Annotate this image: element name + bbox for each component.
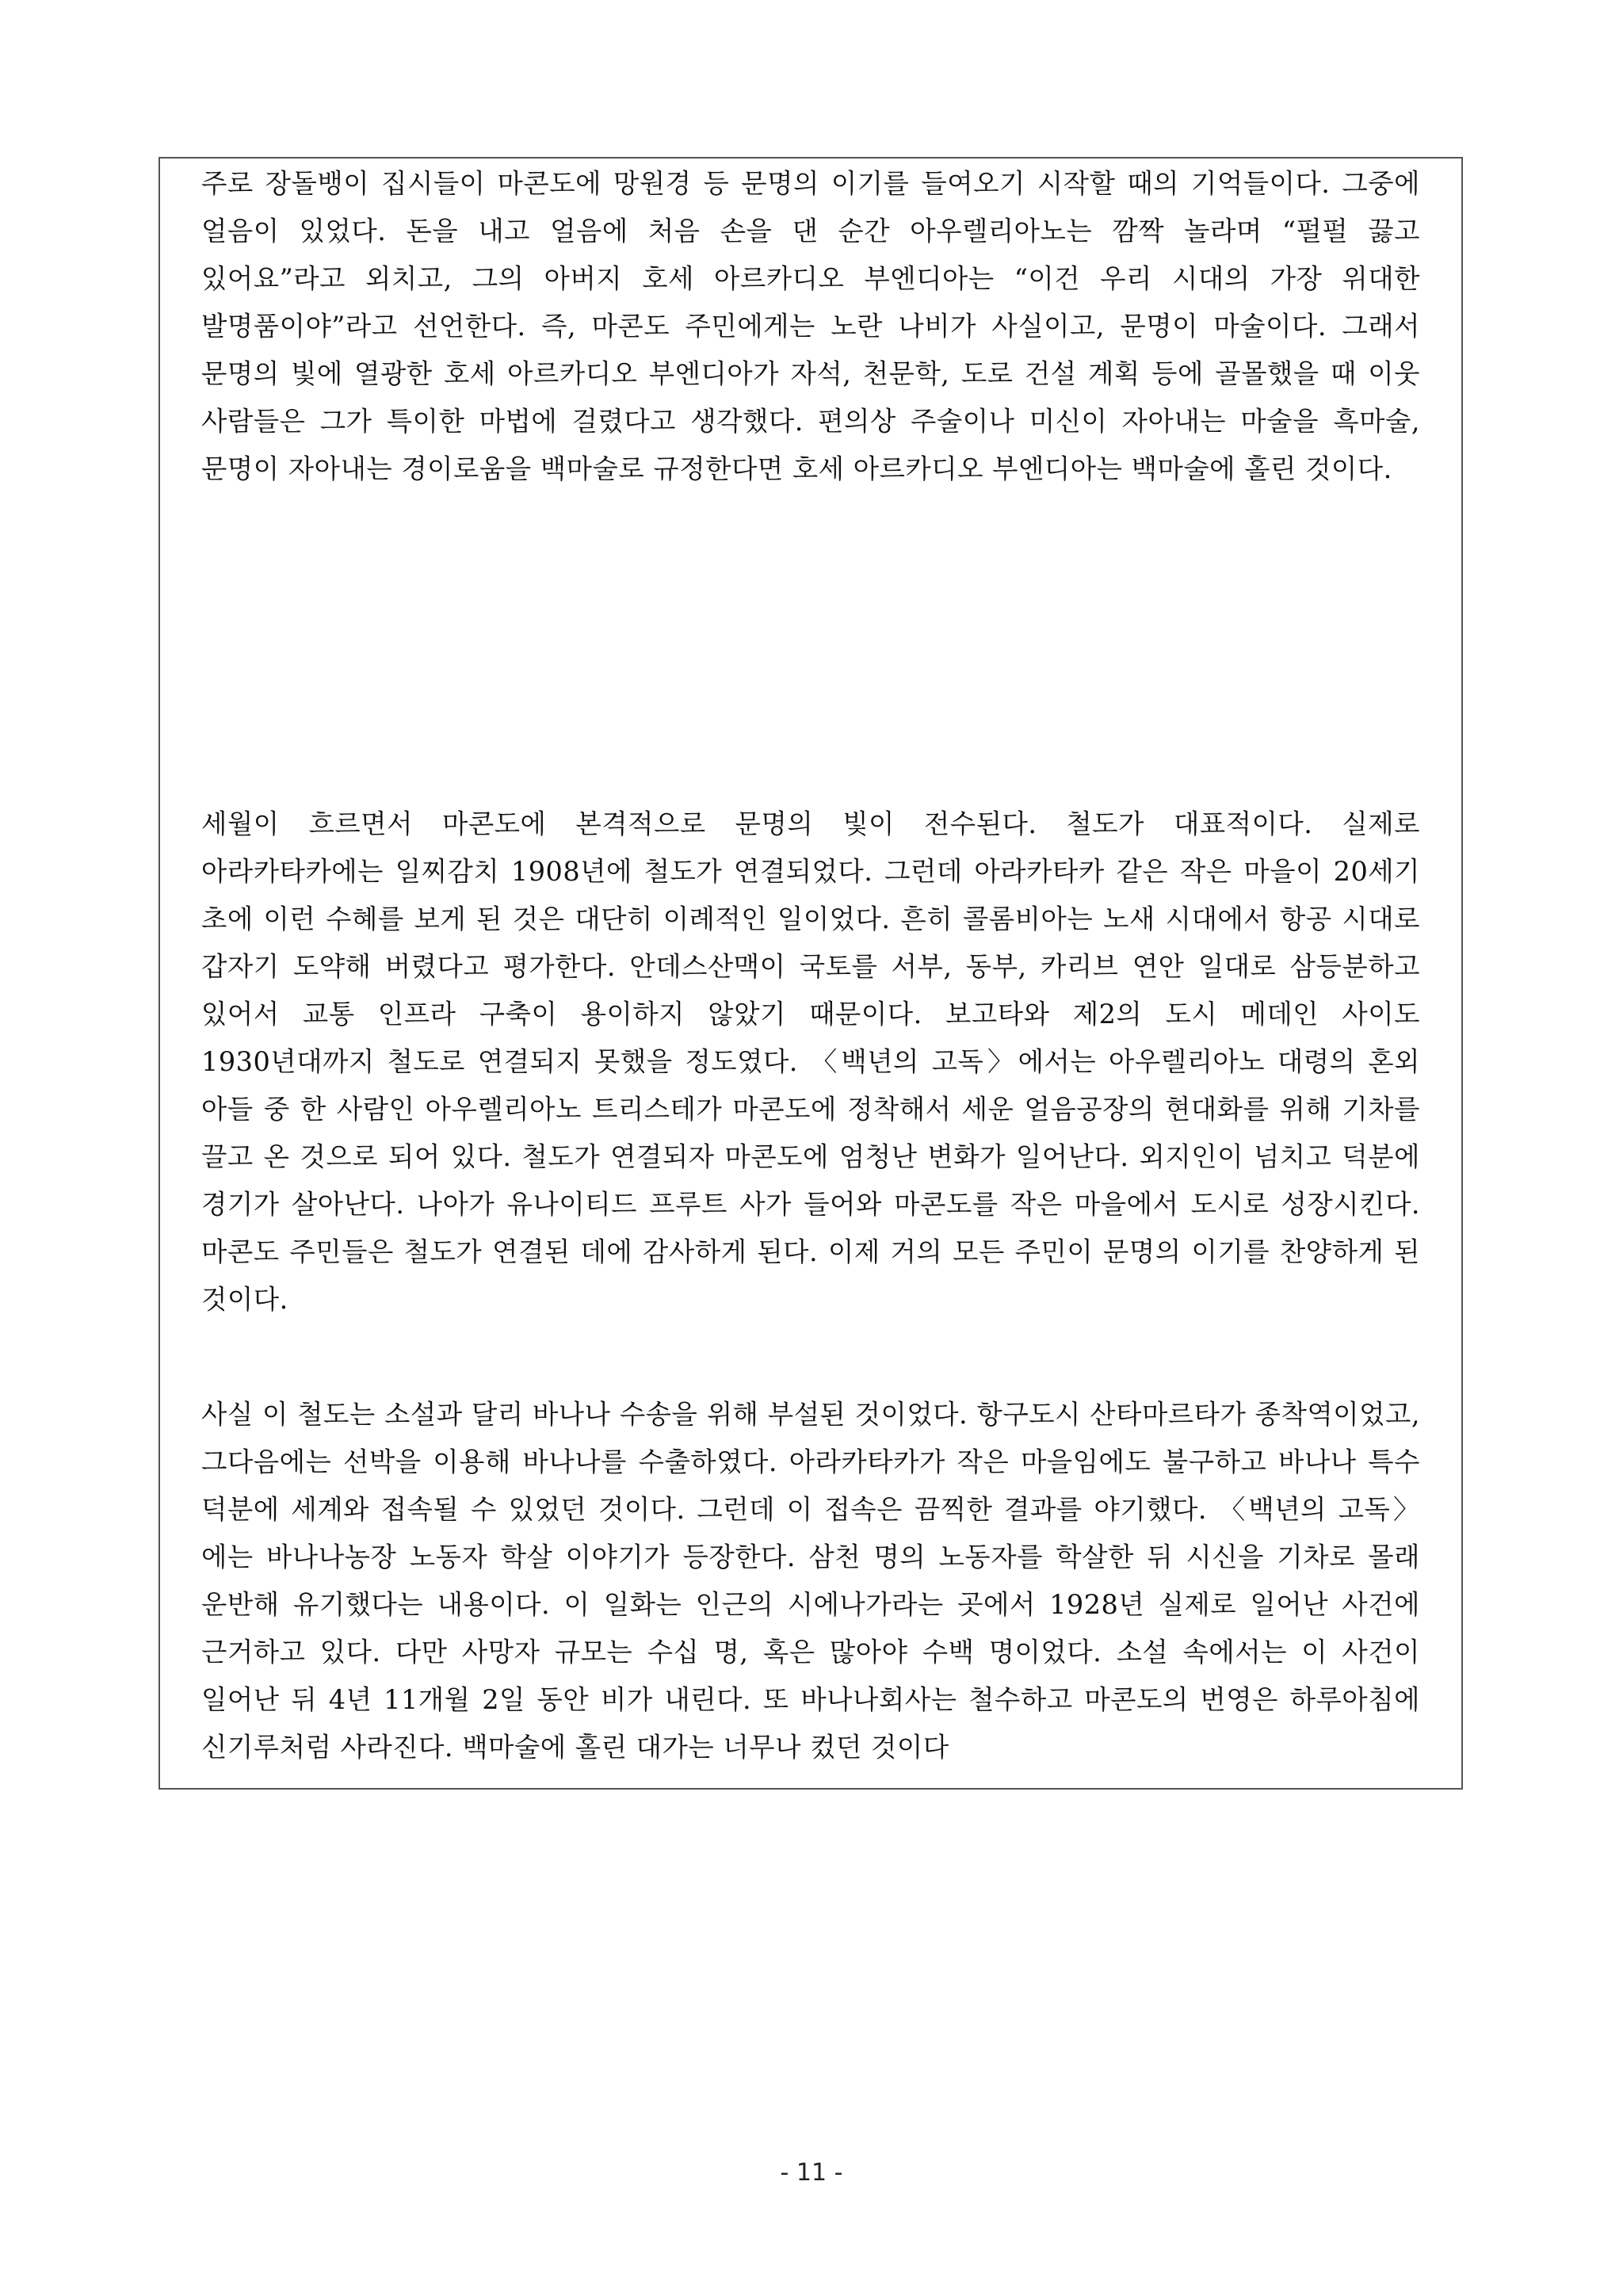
- paragraph-1: 주로 장돌뱅이 집시들이 마콘도에 망원경 등 문명의 이기를 들여오기 시작할 때의 기억들이다. 그중에 얼음이 있었다. 돈을 내고 얼음에 처음 손을 댄 순간 아우렐리아노는 깜짝 놀라며 “펄펄 끓고 있어요”라고 외치고, 그의 아버지 호세 아르카디오 부엔디아는 “이건 우리 시대의 가장 위대한 발명품이야”라고 선언한다. 즉, 마콘도 주민에게는 노란 나비가 사실이고, 문명이 마술이다. 그래서 문명의 빛에 열광한 호세 아르카디오 부엔디아가 자석, 천문학, 도로 건설 계획 등에 골몰했을 때 이웃 사람들은 그가 특이한 마법에 걸렸다고 생각했다. 편의상 주술이나 미신이 자아내는 마술을 흑마술, 문명이 자아내는 경이로움을 백마술로 규정한다면 호세 아르카디오 부엔디아는 백마술에 홀린 것이다.: [201, 168, 1420, 484]
- paragraph-3: 사실 이 철도는 소설과 달리 바나나 수송을 위해 부설된 것이었다. 항구도시 산타마르타가 종착역이었고, 그다음에는 선박을 이용해 바나나를 수출하였다. 아라카타카가 작은 마을임에도 불구하고 바나나 특수 덕분에 세계와 접속될 수 있었던 것이다. 그런데 이 접속은 끔찍한 결과를 야기했다. 〈백년의 고독〉에는 바나나농장 노동자 학살 이야기가 등장한다. 삼천 명의 노동자를 학살한 뒤 시신을 기차로 몰래 운반해 유기했다는 내용이다. 이 일화는 인근의 시에나가라는 곳에서 1928년 실제로 일어난 사건에 근거하고 있다. 다만 사망자 규모는 수십 명, 혹은 많아야 수백 명이었다. 소설 속에서는 이 사건이 일어난 뒤 4년 11개월 2일 동안 비가 내린다. 또 바나나회사는 철수하고 마콘도의 번영은 하루아침에 신기루처럼 사라진다. 백마술에 홀린 대가는 너무나 컸던 것이다: [201, 1399, 1420, 1763]
- paragraph-2: 세월이 흐르면서 마콘도에 본격적으로 문명의 빛이 전수된다. 철도가 대표적이다. 실제로 아라카타카에는 일찌감치 1908년에 철도가 연결되었다. 그런데 아라카타카 같은 작은 마을이 20세기 초에 이런 수혜를 보게 된 것은 대단히 이례적인 일이었다. 흔히 콜롬비아는 노새 시대에서 항공 시대로 갑자기 도약해 버렸다고 평가한다. 안데스산맥이 국토를 서부, 동부, 카리브 연안 일대로 삼등분하고 있어서 교통 인프라 구축이 용이하지 않았기 때문이다. 보고타와 제2의 도시 메데인 사이도 1930년대까지 철도로 연결되지 못했을 정도였다. 〈백년의 고독〉에서는 아우렐리아노 대령의 혼외 아들 중 한 사람인 아우렐리아노 트리스테가 마콘도에 정착해서 세운 얼음공장의 현대화를 위해 기차를 끌고 온 것으로 되어 있다. 철도가 연결되자 마콘도에 엄청난 변화가 일어난다. 외지인이 넘치고 덕분에 경기가 살아난다. 나아가 유나이티드 프루트 사가 들어와 마콘도를 작은 마을에서 도시로 성장시킨다. 마콘도 주민들은 철도가 연결된 데에 감사하게 된다. 이제 거의 모든 주민이 문명의 이기를 찬양하게 된 것이다.: [201, 808, 1420, 1315]
- page-number: - 11 -: [780, 2159, 843, 2187]
- text-box: [158, 157, 1463, 1790]
